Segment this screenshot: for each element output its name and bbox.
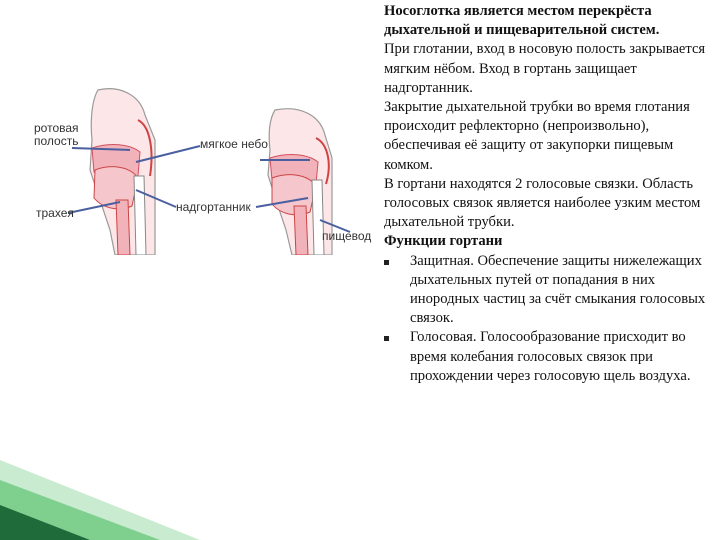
slide-title: Носоглотка является местом перекрёста дыхательной и пищеварительной систем. [384, 3, 660, 39]
list-item [384, 328, 714, 386]
functions-heading: Функции гортани [384, 233, 503, 250]
text-content [384, 2, 714, 386]
functions-list [384, 252, 714, 386]
bullet-icon [384, 260, 389, 265]
label-epiglottis: надгортанник [176, 200, 251, 214]
label-trachea: трахея [36, 206, 74, 220]
swallowing-diagram [20, 80, 375, 255]
paragraph-vocal-cords: В гортани находятся 2 голосовые связки. Область голосовых связок является наиболее узким местом дыхательной трубки. [384, 175, 701, 231]
corner-decoration [0, 440, 200, 540]
list-item [384, 252, 714, 329]
paragraph-swallowing: При глотании, вход в носовую полость закрывается мягким нёбом. Вход в гортань защищает надгортанник. [384, 41, 706, 96]
label-soft-palate: мягкое небо [200, 137, 268, 151]
right-esophagus [312, 180, 324, 255]
paragraph-reflex: Закрытие дыхательной трубки во время глотания происходит рефлекторно (непроизвольно), обеспечивая её защиту от закупорки пищевым комком. [384, 99, 690, 173]
label-oral-cavity-text: ротовая полость [34, 121, 79, 148]
label-esophagus: пищевод [322, 229, 372, 243]
right-trachea [294, 206, 308, 255]
left-esophagus [134, 176, 146, 255]
label-oral-cavity [34, 122, 82, 148]
bullet-icon [384, 336, 389, 341]
left-trachea [116, 200, 130, 255]
function-protective: Защитная. Обеспечение защиты нижележащих дыхательных путей от попадания в них инородных частиц за счёт смыкания голосовых связок. [410, 252, 706, 327]
function-vocal: Голосовая. Голосообразование присходит во время колебания голосовых связок при прохождении через голосовую щель воздуха. [410, 329, 691, 384]
